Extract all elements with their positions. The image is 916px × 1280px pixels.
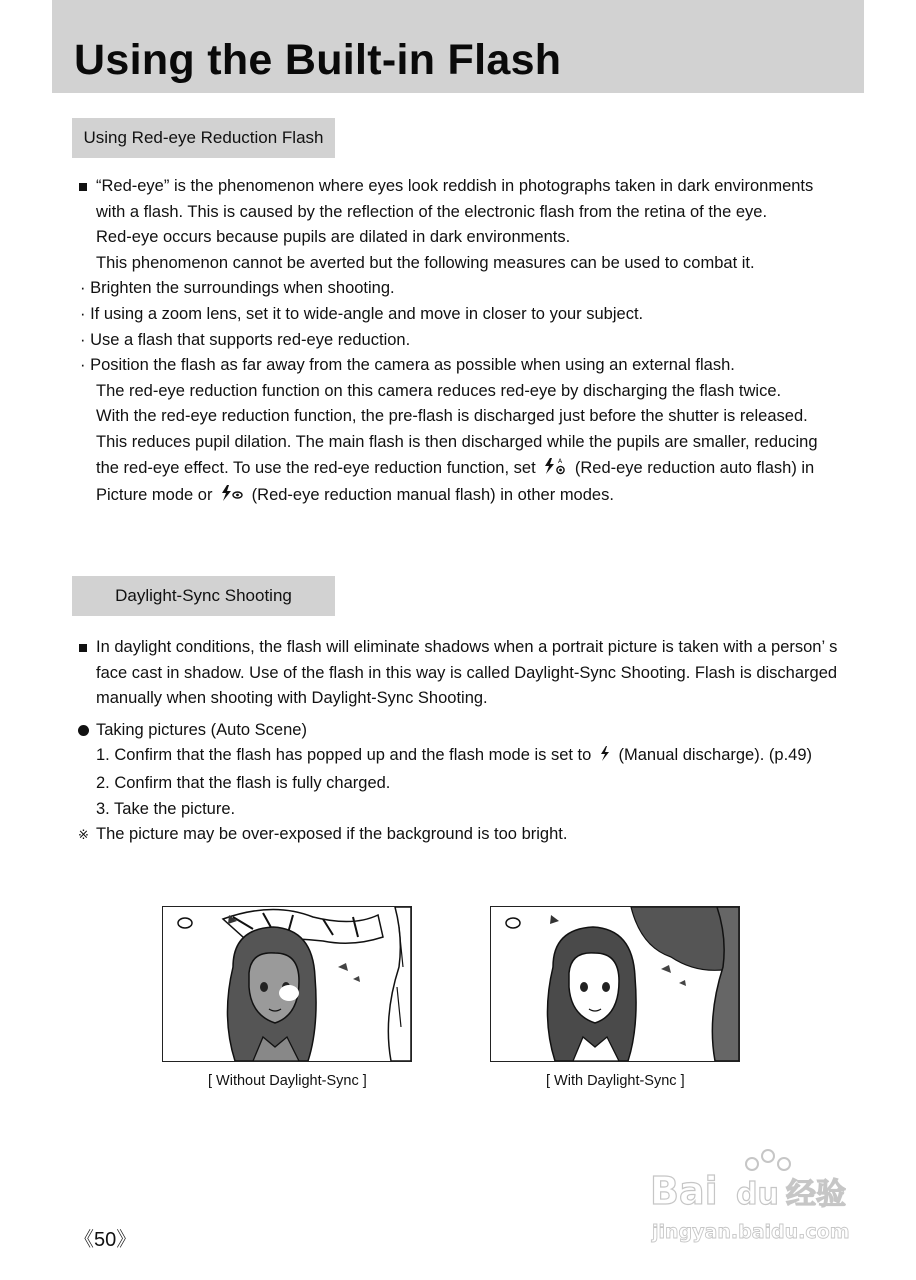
figure-caption-left: [ Without Daylight-Sync ]	[208, 1073, 367, 1089]
step-item: 3. Take the picture.	[96, 799, 236, 818]
red-eye-manual-flash-icon	[220, 484, 244, 511]
page-header	[52, 0, 864, 93]
subheading: Taking pictures (Auto Scene)	[96, 720, 307, 739]
daylight-sync-text	[76, 635, 856, 848]
paragraph-line: face cast in shadow. Use of the flash in this way is called Daylight-Sync Shooting. Flash is discharged	[96, 663, 838, 682]
paragraph-line: This phenomenon cannot be averted but the following measures can be used to combat it.	[96, 253, 755, 272]
list-item	[76, 174, 856, 200]
svg-text:Bai: Bai	[650, 1169, 718, 1213]
svg-text:du: du	[736, 1177, 779, 1212]
measure-item: · Brighten the surroundings when shooting.	[80, 279, 395, 298]
red-eye-auto-flash-icon	[543, 457, 567, 484]
paragraph-line: manually when shooting with Daylight-Sync Shooting.	[96, 689, 488, 708]
step-item: 1. Confirm that the flash has popped up and the flash mode is set to	[96, 746, 592, 765]
step-item: (Manual discharge). (p.49)	[618, 746, 813, 765]
flash-icon	[599, 745, 611, 771]
measure-item: · Use a flash that supports red-eye reduction.	[80, 330, 411, 349]
paragraph-line: (Red-eye reduction manual flash) in other modes.	[251, 486, 614, 505]
baidu-watermark-logo	[650, 1142, 865, 1247]
paragraph-line: Red-eye occurs because pupils are dilated in dark environments.	[96, 228, 571, 247]
note-text: The picture may be over-exposed if the background is too bright.	[96, 825, 568, 844]
paragraph-line: (Red-eye reduction auto flash) in	[574, 458, 815, 477]
paragraph-line: “Red-eye” is the phenomenon where eyes look reddish in photographs taken in dark environments	[96, 177, 814, 195]
page-title: Using the Built-in Flash	[74, 36, 562, 84]
list-item	[76, 718, 856, 744]
paragraph-line: The red-eye reduction function on this camera reduces red-eye by discharging the flash twice.	[96, 381, 782, 400]
svg-text:经验: 经验	[786, 1177, 846, 1212]
reference-mark-icon: ※	[78, 827, 89, 843]
paragraph-line: This reduces pupil dilation. The main flash is then discharged while the pupils are smaller, reducing	[96, 432, 818, 451]
page-number: 《50》	[74, 1229, 137, 1251]
measure-item: · If using a zoom lens, set it to wide-angle and move in closer to your subject.	[80, 304, 644, 323]
paragraph-line: In daylight conditions, the flash will eliminate shadows when a portrait picture is taken with a person’ s	[96, 638, 838, 656]
paragraph-line: the red-eye effect. To use the red-eye reduction function, set	[96, 458, 536, 477]
figure-caption-right: [ With Daylight-Sync ]	[546, 1073, 685, 1089]
step-item: 2. Confirm that the flash is fully charged.	[96, 773, 391, 792]
svg-text:jingyan.baidu.com: jingyan.baidu.com	[652, 1221, 850, 1243]
list-item	[76, 635, 856, 661]
paragraph-line: Picture mode or	[96, 486, 213, 505]
paragraph-line: with a flash. This is caused by the reflection of the electronic flash from the retina of the eye.	[96, 202, 768, 221]
illustration-without-daylight-sync	[162, 906, 412, 1062]
section-tab-red-eye: Using Red-eye Reduction Flash	[72, 118, 335, 158]
svg-text:A: A	[558, 457, 563, 465]
measure-item: · Position the flash as far away from the camera as possible when using an external flash.	[80, 356, 735, 375]
paragraph-line: With the red-eye reduction function, the pre-flash is discharged just before the shutter is released.	[96, 407, 808, 426]
section-tab-daylight-sync: Daylight-Sync Shooting	[72, 576, 335, 616]
red-eye-text	[76, 174, 856, 511]
illustration-with-daylight-sync	[490, 906, 740, 1062]
